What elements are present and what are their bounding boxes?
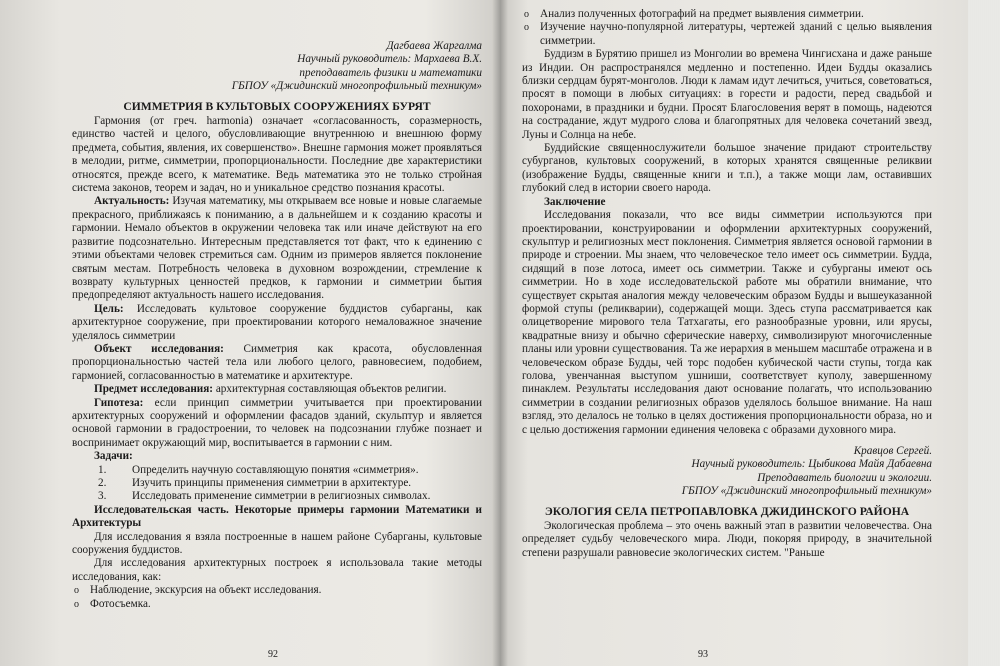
list-item: 2. Изучить принципы применения симметрии в архитектуре. [98, 477, 412, 489]
list-item: o Изучение научно-популярной литературы, чертежей зданий с целью выявления симметрии. [522, 21, 932, 48]
conclusion-heading: Заключение [544, 195, 606, 208]
paragraph-goal [72, 303, 482, 343]
text-hypothesis: если принцип симметрии учитывается при проектировании архитектурных сооружений и оформлении фасадов зданий, скульптур и является основой гармонии в градостроении, то человек на подсознании глубже познает и воспринимает окружающий мир, воспитывается в гармонии с ним. [72, 396, 482, 449]
methods-list [72, 584, 482, 611]
paragraph-ecology: Экологическая проблема – это очень важный этап в развитии человечества. Она определяет судьбу человеческого мира. Люди, покоряя природу, в значительной степени разрушали равновесие экологических систем. "Раньше [522, 520, 932, 559]
institution: ГБПОУ «Джидинский многопрофильный техникум» [681, 485, 932, 498]
text-goal: Исследовать культовое сооружение буддистов субарганы, как архитектурное сооружение, при проектировании которого немаловажное значение уделялось симметрии [72, 302, 482, 342]
supervisor: Научный руководитель: Мархаева В.Х. [297, 53, 482, 66]
page-number: 92 [268, 649, 278, 660]
supervisor-position: Преподаватель биологии и экологии. [757, 471, 932, 484]
paragraph-clergy: Буддийские священнослужители большое значение придают строительству субурганов, культовых сооружений, в которых хранятся священные реликвии (изображение Будды, священные книги и т.п.), а также мощи лам, оставивших глубокий след в истории своего народа. [522, 142, 932, 195]
list-item: o Наблюдение, экскурсия на объект исследования. [72, 584, 482, 597]
paragraph-methods: Для исследования архитектурных построек я использовала такие методы исследования, как: [72, 557, 482, 583]
tasks-heading: Задачи: [94, 450, 133, 463]
label-object: Объект исследования: [94, 342, 224, 355]
supervisor-position: преподаватель физики и математики [299, 66, 482, 79]
paragraph-subject [72, 383, 482, 396]
text-subject: архитектурная составляющая объектов религии. [213, 383, 447, 396]
paragraph-harmony: Гармония (от греч. harmonia) означает «согласованность, соразмерность, единство частей и целого, обусловливающие внутреннюю и внешнюю форму предмета, события, явления, их совершенство». Внешне гармония может проявляться в мелодии, ритме, симметрии, пропорциональности. Последние две характеристики относятся, прежде всего, к математике. Ведь математика это не только стройная система законов, теорем и задач, но и уникальное средство познания красоты. [72, 115, 482, 195]
right-page [500, 0, 968, 666]
list-item: 3. Исследовать применение симметрии в религиозных символах. [98, 490, 431, 503]
page-number: 93 [698, 649, 708, 660]
paragraph-relevance [72, 195, 482, 302]
book-gutter [492, 0, 508, 666]
paragraph-buddhism: Буддизм в Бурятию пришел из Монголии во времена Чингисхана и даже раньше из Индии. Он распространялся медленно и постепенно. Идеи Будды оказались близки сердцам бурят-монголов. Люди к ламам идут лечиться, учиться, советоваться, просят в помощи в любых ситуациях: в горести и радости, перед свадьбой и похоронами, в праздники и будни. Просят Благословения верят в помощь, надеются на сострадание, ждут мудрого слова и благопрятных для человека сочетаний звезд, Луны и Солнца на небе. [522, 48, 932, 141]
author-name: Дагбаева Жаргалма [386, 40, 482, 52]
list-item: 1. Определить научную составляющую понятия «симметрия». [98, 463, 419, 476]
research-heading: Исследовательская часть. Некоторые примеры гармонии Математики и Архитектуры [72, 503, 482, 530]
paragraph-object [72, 343, 482, 383]
tasks-list [72, 464, 482, 504]
paragraph-subargany: Для исследования я взяла построенные в нашем районе Субарганы, культовые сооружения буддистов. [72, 530, 482, 557]
label-goal: Цель: [94, 302, 124, 315]
institution: ГБПОУ «Джидинский многопрофильный техникум» [231, 80, 482, 93]
paragraph-hypothesis [72, 397, 482, 451]
label-relevance: Актуальность: [94, 195, 170, 208]
author-name: Кравцов Сергей. [853, 445, 932, 457]
label-hypothesis: Гипотеза: [94, 396, 144, 409]
list-item: o Анализ полученных фотографий на предмет выявления симметрии. [522, 8, 932, 21]
paragraph-conclusion: Исследования показали, что все виды симметрии используются при проектировании, конструировании и оформлении архитектурных сооружений, скульптур и религиозных мест поклонения. Симметрия является основой гармонии в природе и строении. Мы знаем, что человеческое тело имеет ось симметрии. Будда, сидящий в позе лотоса, имеет ось симметрии. Также и субурганы имеют ось симметрии. Но в ходе исследовательской работе мы обратили внимание, что существует скрытая аналогия между человеческим образом Будды и вышеуказанной формой ступы (реликварии), содержащей мощи. Здесь ступа рассматривается как олицетворение мирового тела Татхагаты, его разнообразные уровни, или ярусы, квадратные внизу и обычно сферические наверху, символизируют многочисленные планы или уровни существования. Та же иерархия в меньшем масштабе отражена и в человеческом образе Будды, чей торс подобен кубической части ступы, тогда как голова, увенчанная выступом ушниши, соответствует куполу, завершенному пинаклем. Результаты исследования дают основание полагать, что использованию симметрии в создании религиозных образов уделялось большое внимание. На наш взгляд, это делалось не только в целях достижения пропорциональности образа, но и с целью достижения гармонии единения человека с образами духовного мира. [522, 209, 932, 436]
supervisor: Научный руководитель: Цыбикова Майя Дабаевна [691, 458, 932, 471]
label-subject: Предмет исследования: [94, 383, 214, 396]
methods-list-continued [522, 8, 932, 48]
article-title: ЭКОЛОГИЯ СЕЛА ПЕТРОПАВЛОВКА ДЖИДИНСКОГО РАЙОНА [544, 504, 910, 518]
list-item: o Фотосъемка. [72, 598, 482, 611]
article-title: СИММЕТРИЯ В КУЛЬТОВЫХ СООРУЖЕНИЯХ БУРЯТ [123, 99, 431, 113]
page-edges [968, 0, 1000, 666]
text-object: Симметрия как красота, обусловленная пропорциональностью частей тела или любого целого, равновесием, подобием, гармонией, согласованностью в математике и архитектуре. [72, 342, 482, 382]
text-relevance: Изучая математику, мы открываем все новые и новые слагаемые прекрасного, приближаясь к пониманию, а в дальнейшем и к созданию красоты и гармонии. Немало объектов в окружении человека так или иначе действуют на его развитие подсознательно. Интересным представляется тот факт, что к единению с этими объектами человек стремиться сам. Одним из примеров является поклонение святым местам. Потребность человека в духовном возрождении, стремление к возврату культурных ценностей предков, к гармонии и симметрии бытия предопределяют актуальность нашего исследования. [72, 195, 482, 302]
